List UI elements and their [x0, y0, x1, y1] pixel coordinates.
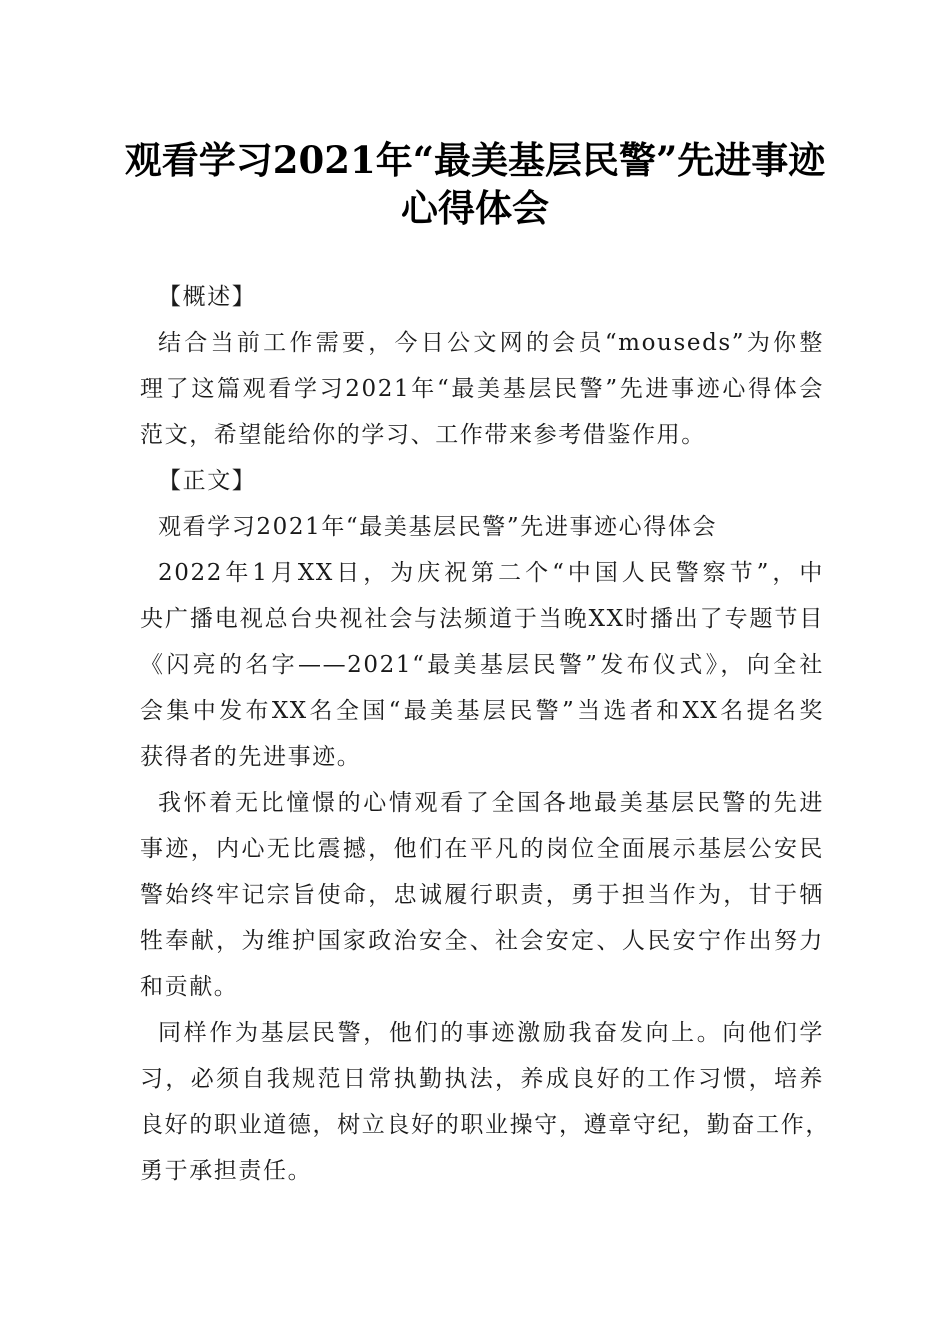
body-header: 【正文】	[158, 468, 257, 494]
paragraph-1-line-3: 《闪亮的名字——2021“最美基层民警”发布仪式》，向全社	[140, 652, 824, 678]
summary-line-3: 范文，希望能给你的学习、工作带来参考借鉴作用。	[140, 422, 706, 448]
paragraph-2-line-5: 和贡献。	[140, 974, 239, 1000]
paragraph-1-line-2: 央广播电视总台央视社会与法频道于当晚XX时播出了专题节目	[140, 606, 824, 632]
paragraph-2-line-3: 警始终牢记宗旨使命，忠诚履行职责，勇于担当作为，甘于牺	[140, 882, 824, 908]
paragraph-3-line-2: 习，必须自我规范日常执勤执法，养成良好的工作习惯，培养	[140, 1066, 824, 1092]
document-title-line-1: 观看学习2021年“最美基层民警”先进事迹	[124, 138, 826, 182]
summary-line-1: 结合当前工作需要，今日公文网的会员“mouseds”为你整	[158, 330, 824, 356]
paragraph-2-line-4: 牲奉献，为维护国家政治安全、社会安定、人民安宁作出努力	[140, 928, 824, 954]
paragraph-1-line-5: 获得者的先进事迹。	[140, 744, 362, 770]
paragraph-3-line-4: 勇于承担责任。	[140, 1158, 313, 1184]
summary-line-2: 理了这篇观看学习2021年“最美基层民警”先进事迹心得体会	[140, 376, 824, 402]
body-title: 观看学习2021年“最美基层民警”先进事迹心得体会	[158, 514, 718, 540]
paragraph-3-line-1: 同样作为基层民警，他们的事迹激励我奋发向上。向他们学	[158, 1020, 824, 1046]
summary-header: 【概述】	[158, 284, 257, 310]
document-title-line-2: 心得体会	[401, 186, 549, 230]
paragraph-3-line-3: 良好的职业道德，树立良好的职业操守，遵章守纪，勤奋工作，	[140, 1112, 830, 1138]
paragraph-1-line-4: 会集中发布XX名全国“最美基层民警”当选者和XX名提名奖	[140, 698, 824, 724]
paragraph-2-line-2: 事迹，内心无比震撼，他们在平凡的岗位全面展示基层公安民	[140, 836, 824, 862]
paragraph-2-line-1: 我怀着无比憧憬的心情观看了全国各地最美基层民警的先进	[158, 790, 824, 816]
paragraph-1-line-1: 2022年1月XX日，为庆祝第二个“中国人民警察节”，中	[158, 560, 824, 586]
